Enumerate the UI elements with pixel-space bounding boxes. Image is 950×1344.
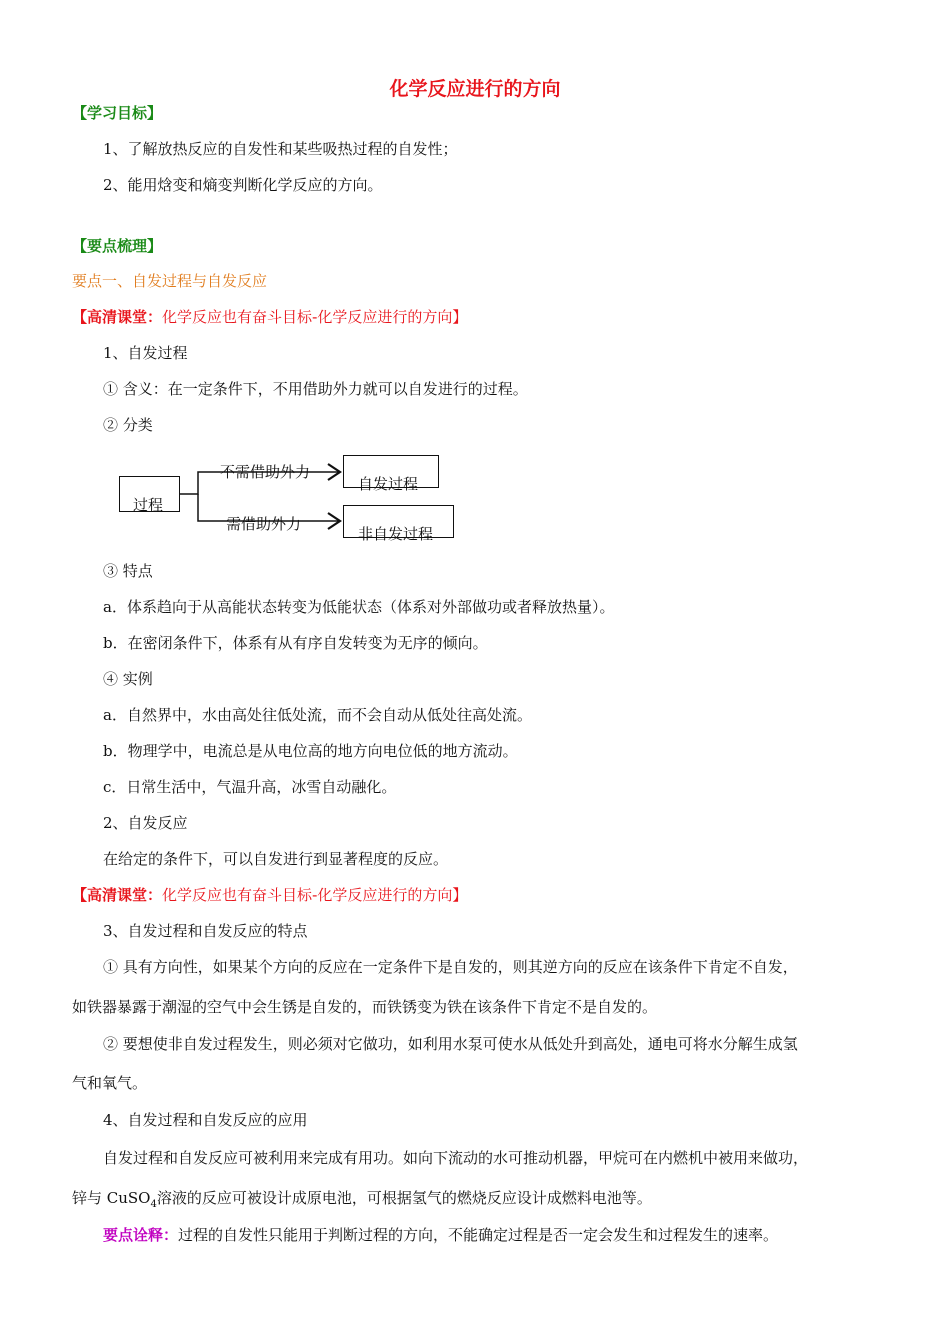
- p3-item2-line2: 气和氧气。: [72, 1074, 148, 1092]
- p1-heading: 1、自发过程: [103, 344, 188, 362]
- p4-line1: 自发过程和自发反应可被利用来完成有用功。如向下流动的水可推动机器，甲烷可在内燃机中被用来做功，: [103, 1149, 809, 1167]
- p2-heading: 2、自发反应: [103, 814, 188, 832]
- bottom-branch-label: 需借助外力: [226, 515, 302, 533]
- p4-line2: [72, 1188, 652, 1215]
- non-spontaneous-label: 非自发过程: [358, 525, 434, 543]
- goal-item-1: 1、了解放热反应的自发性和某些吸热过程的自发性；: [103, 140, 458, 158]
- hd-class-text: 化学反应也有奋斗目标-化学反应进行的方向】: [162, 308, 468, 326]
- subscript-4: 4: [150, 1199, 157, 1210]
- hd-class-prefix: 【高清课堂：: [72, 886, 163, 904]
- p2-text: 在给定的条件下，可以自发进行到显著程度的反应。: [103, 850, 449, 868]
- p4-heading: 4、自发过程和自发反应的应用: [103, 1111, 308, 1129]
- goals-heading: 【学习目标】: [72, 104, 163, 122]
- hd-class-text: 化学反应也有奋斗目标-化学反应进行的方向】: [162, 886, 468, 904]
- hd-class-note-2: [72, 885, 467, 905]
- key-note: [103, 1225, 778, 1245]
- key-note-text: 过程的自发性只能用于判断过程的方向，不能确定过程是否一定会发生和过程发生的速率。: [178, 1226, 779, 1244]
- root-label: 过程: [133, 496, 164, 514]
- feature-a: a．体系趋向于从高能状态转变为低能状态（体系对外部做功或者释放热量）。: [103, 598, 615, 616]
- meaning-text: ① 含义：在一定条件下，不用借助外力就可以自发进行的过程。: [103, 380, 528, 398]
- p4-line2-part1: 锌与 CuSO: [72, 1189, 151, 1207]
- p3-item2-line1: ② 要想使非自发过程发生，则必须对它做功，如利用水泵可使水从低处升到高处，通电可将水分解生成氢: [103, 1035, 798, 1053]
- feature-b: b．在密闭条件下，体系有从有序自发转变为无序的倾向。: [103, 634, 488, 652]
- goal-item-2: 2、能用焓变和熵变判断化学反应的方向。: [103, 176, 383, 194]
- bottom-branch-line: [198, 494, 340, 521]
- key-note-label: 要点诠释：: [103, 1226, 179, 1244]
- p4-line2-part2: 溶液的反应可被设计成原电池，可根据氢气的燃烧反应设计成燃料电池等。: [156, 1189, 652, 1207]
- points-heading: 【要点梳理】: [72, 237, 163, 255]
- top-branch-label: 不需借助外力: [220, 463, 311, 481]
- hd-class-prefix: 【高清课堂：: [72, 308, 163, 326]
- feature-heading: ③ 特点: [103, 562, 153, 580]
- page-title: 化学反应进行的方向: [389, 78, 561, 100]
- example-heading: ④ 实例: [103, 670, 153, 688]
- p3-item1-line1: ① 具有方向性，如果某个方向的反应在一定条件下是自发的，则其逆方向的反应在该条件下肯定不自发，: [103, 958, 798, 976]
- spontaneous-label: 自发过程: [358, 475, 419, 493]
- example-c: c．日常生活中，气温升高，冰雪自动融化。: [103, 778, 397, 796]
- top-branch-line: [180, 472, 340, 494]
- diagram-arrows: [0, 0, 950, 600]
- p3-heading: 3、自发过程和自发反应的特点: [103, 922, 308, 940]
- p3-item1-line2: 如铁器暴露于潮湿的空气中会生锈是自发的，而铁锈变为铁在该条件下肯定不是自发的。: [72, 998, 658, 1016]
- example-b: b．物理学中，电流总是从电位高的地方向电位低的地方流动。: [103, 742, 518, 760]
- classify-text: ② 分类: [103, 416, 153, 434]
- example-a: a．自然界中，水由高处往低处流，而不会自动从低处往高处流。: [103, 706, 532, 724]
- point1-title: 要点一、自发过程与自发反应: [72, 272, 268, 290]
